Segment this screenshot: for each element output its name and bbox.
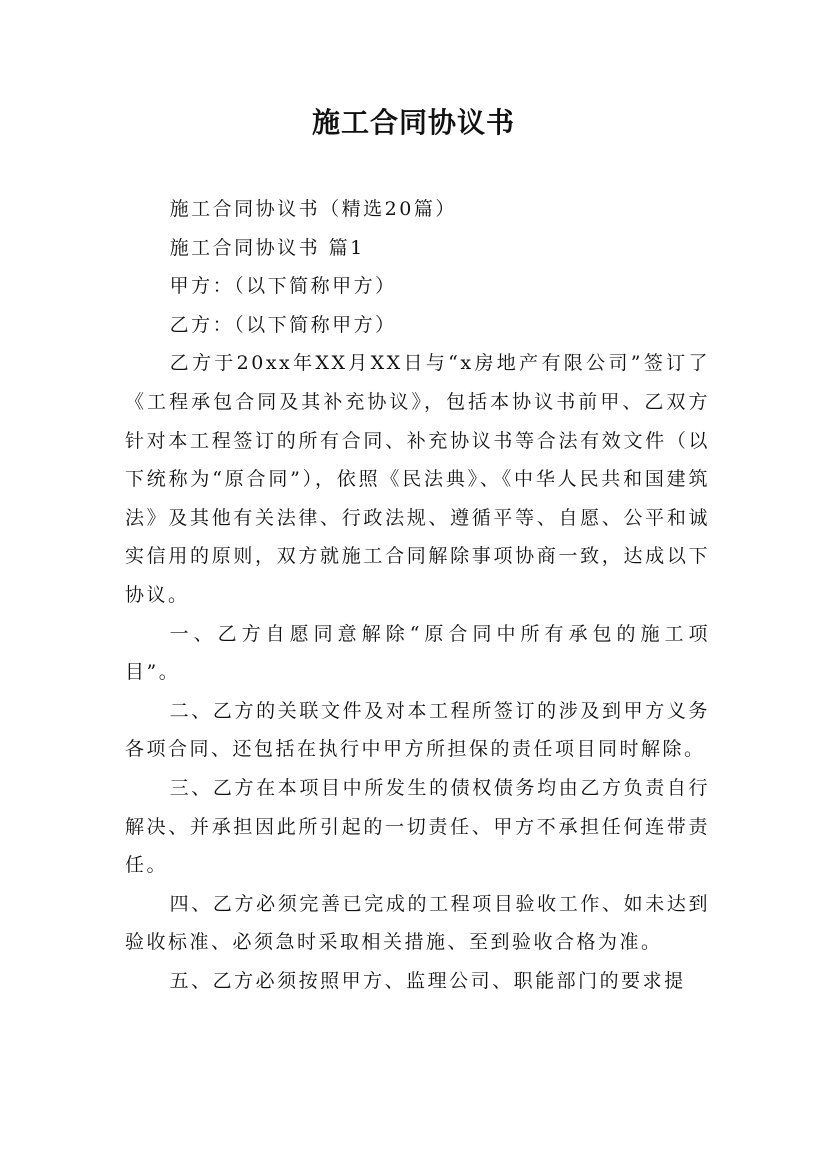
paragraph-party-a: 甲方：（以下简称甲方） (169, 275, 397, 298)
paragraph-section-heading: 施工合同协议书 篇1 (169, 236, 365, 259)
paragraph-clause-3: 三、乙方在本项目中所发生的债权债务均由乙方负责自行解决、并承担因此所引起的一切责任、甲方不承担任何连带责任。 (125, 776, 710, 877)
paragraph-clause-4: 四、乙方必须完善已完成的工程项目验收工作、如未达到验收标准、必须急时采取相关措施、至到验收合格为准。 (125, 892, 710, 954)
paragraph-clause-5: 五、乙方必须按照甲方、监理公司、职能部门的要求提 (169, 969, 686, 992)
paragraph-clause-1: 一、乙方自愿同意解除“原合同中所有承包的施工项目”。 (125, 622, 710, 684)
paragraph-preamble: 乙方于20xx年XX月XX日与“x房地产有限公司”签订了《工程承包合同及其补充协议》，包括本协议书前甲、乙双方针对本工程签订的所有合同、补充协议书等合法有效文件（以下统称为“原合同”），依照《民法典》、《中华人民共和国建筑法》及其他有关法律、行政法规、遵循平等、自愿、公平和诚实信用的原则，双方就施工合同解除事项协商一致，达成以下协议。 (125, 352, 710, 606)
paragraph-subtitle: 施工合同协议书（精选20篇） (169, 198, 457, 220)
document-title: 施工合同协议书 (311, 106, 515, 139)
paragraph-party-b: 乙方：（以下简称甲方） (169, 313, 397, 336)
paragraph-clause-2: 二、乙方的关联文件及对本工程所签订的涉及到甲方义务各项合同、还包括在执行中甲方所担保的责任项目同时解除。 (125, 699, 710, 761)
document-body (125, 190, 710, 1000)
